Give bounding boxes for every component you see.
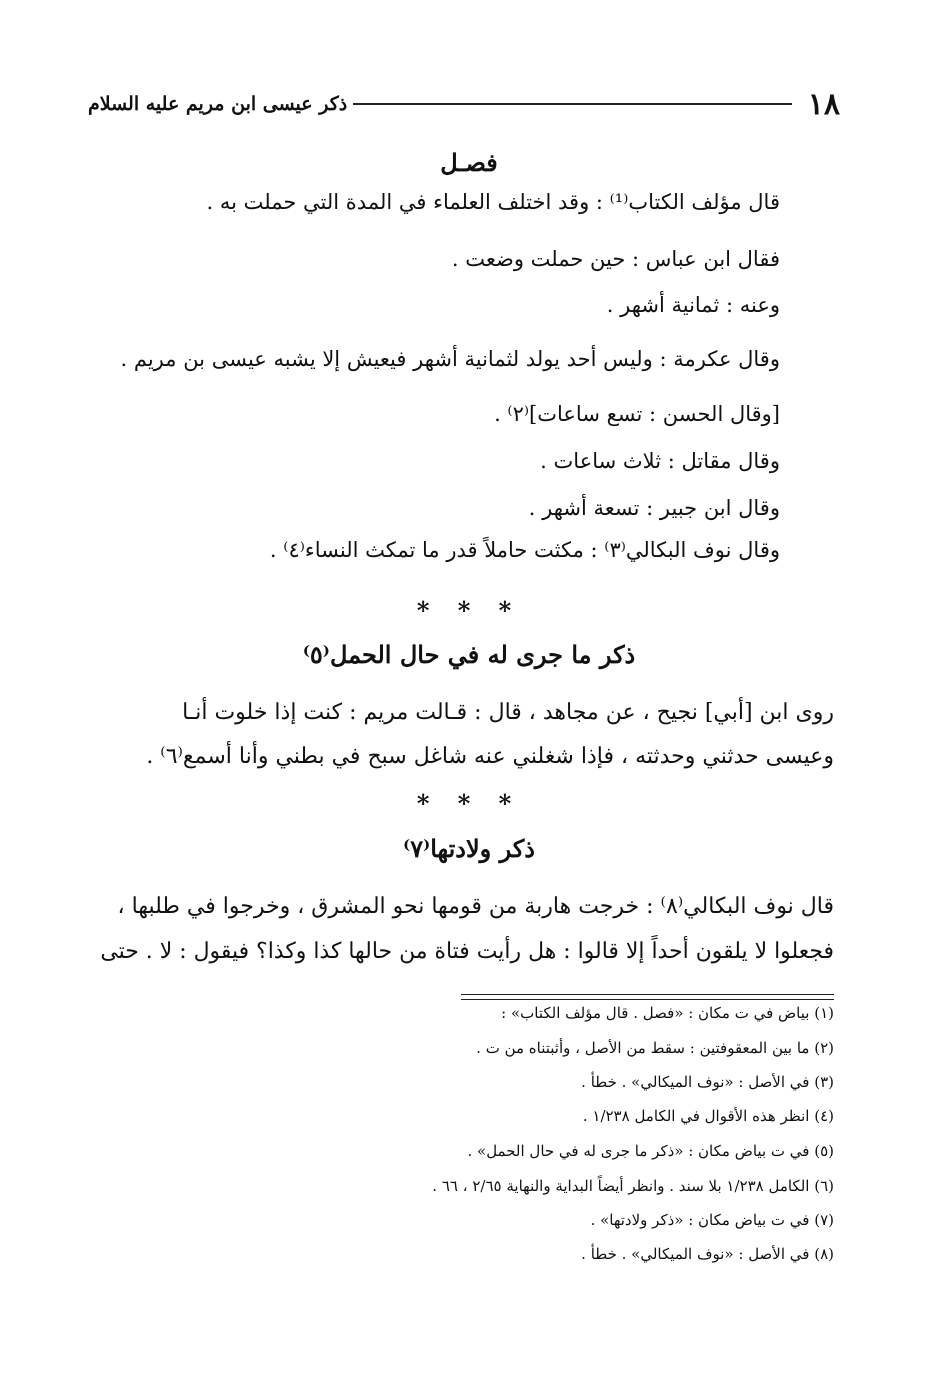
section-heading-birth: ذكر ولادتها⁽٧⁾ <box>403 834 535 863</box>
footnote: (٥) في ت بياض مكان : «ذكر ما جرى له في حال الحمل» . <box>467 1142 834 1160</box>
text-line: وقال مقاتل : ثلاث ساعات . <box>540 449 780 473</box>
text-line: قال نوف البكالي⁽٨⁾ : خرجت هاربة من قومها نحو المشرق ، وخرجوا في طلبها ، <box>117 894 834 919</box>
section-heading-pregnancy: ذكر ما جرى له في حال الحمل⁽٥⁾ <box>302 640 636 669</box>
footnote: (٧) في ت بياض مكان : «ذكر ولادتها» . <box>590 1211 834 1229</box>
text-line: وقال نوف البكالي⁽٣⁾ : مكثت حاملاً قدر ما تمكث النساء⁽٤⁾ . <box>269 538 780 562</box>
text-line: وقال عكرمة : وليس أحد يولد لثمانية أشهر فيعيش إلا يشبه عيسى بن مريم . <box>120 347 780 371</box>
footnote: (٤) انظر هذه الأقوال في الكامل ١/٢٣٨ . <box>582 1107 834 1125</box>
section-separator: * * * <box>416 789 522 818</box>
footnote: (٢) ما بين المعقوفتين : سقط من الأصل ، وأثبتناه من ت . <box>476 1039 834 1057</box>
footnote: (٨) في الأصل : «نوف الميكالي» . خطأ . <box>581 1245 834 1263</box>
footnote-rule <box>461 999 834 1000</box>
text-line: فقال ابن عباس : حين حملت وضعت . <box>451 247 780 271</box>
footnote: (٦) الكامل ١/٢٣٨ بلا سند . وانظر أيضاً البداية والنهاية ٢/٦٥ ، ٦٦ . <box>432 1177 834 1195</box>
text-line: قال مؤلف الكتاب⁽¹⁾ : وقد اختلف العلماء في المدة التي حملت به . <box>206 190 780 214</box>
text-line: فجعلوا لا يلقون أحداً إلا قالوا : هل رأيت فتاة من حالها كذا وكذا؟ فيقول : لا . حتى <box>100 939 834 964</box>
section-heading-fasl: فصـل <box>440 148 498 177</box>
header-rule <box>353 103 792 105</box>
running-header <box>88 84 840 124</box>
footnote: (٣) في الأصل : «نوف الميكالي» . خطأ . <box>581 1073 834 1091</box>
text-line: وعنه : ثمانية أشهر . <box>606 293 780 317</box>
text-line: وقال ابن جبير : تسعة أشهر . <box>528 496 780 520</box>
text-line: [وقال الحسن : تسع ساعات]⁽٢⁾ . <box>494 402 780 426</box>
footnote-rule <box>461 994 834 995</box>
page-number: ١٨ <box>807 86 840 122</box>
section-separator: * * * <box>416 596 522 625</box>
text-line: وعيسى حدثني وحدثته ، فإذا شغلني عنه شاغل سبح في بطني وأنا أسمع⁽٦⁾ . <box>146 744 834 769</box>
running-title: ذكر عيسى ابن مريم عليه السلام <box>88 93 348 115</box>
footnote: (١) بياض في ت مكان : «فصل . قال مؤلف الكتاب» : <box>501 1004 834 1022</box>
text-line: روى ابن [أبي] نجيح ، عن مجاهد ، قال : قـالت مريم : كنت إذا خلوت أنـا <box>182 700 834 725</box>
